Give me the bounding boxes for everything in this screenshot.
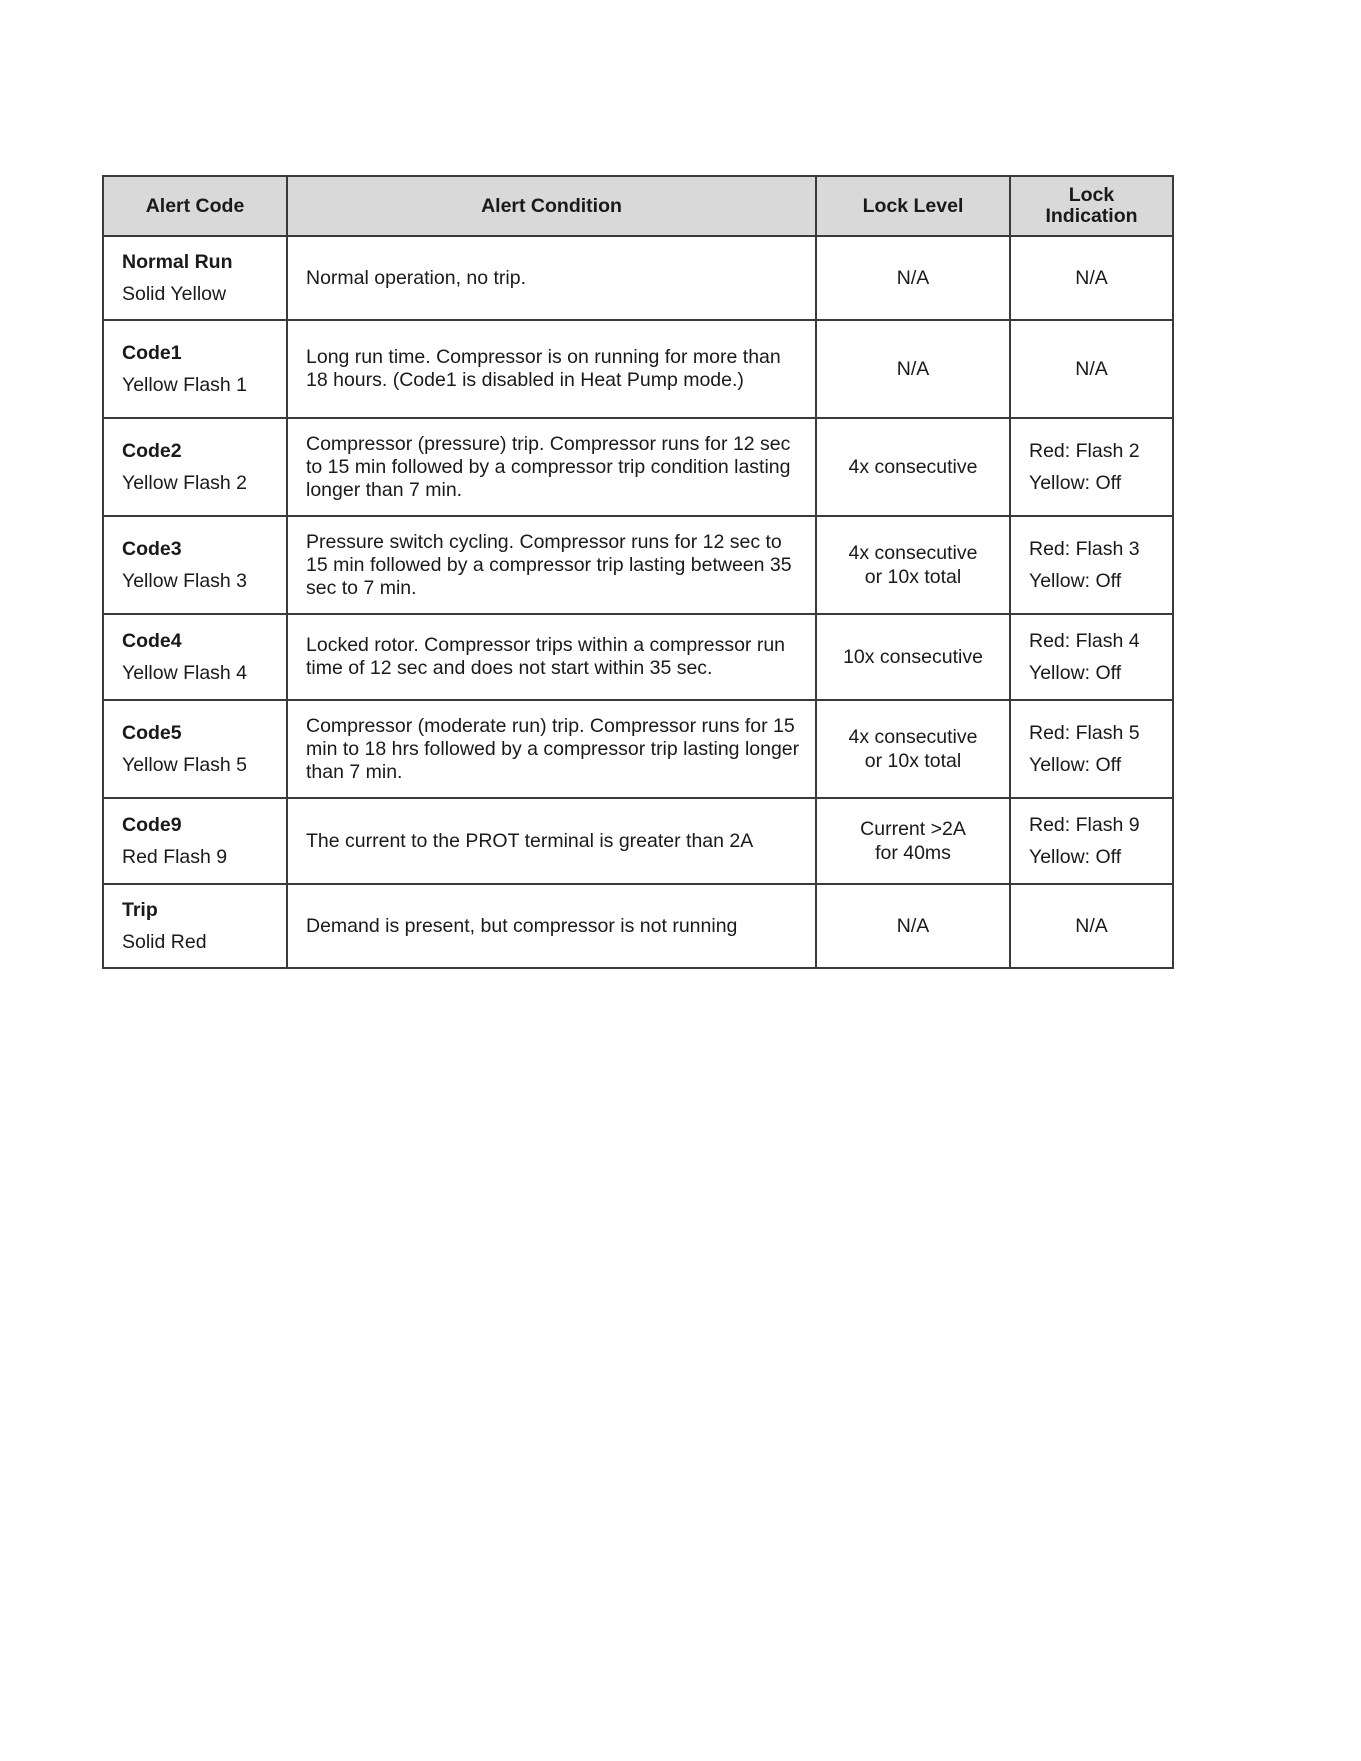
alert-code-cell xyxy=(103,798,287,884)
alert-code-indicator: Solid Yellow xyxy=(122,283,227,305)
table-row xyxy=(103,516,1173,614)
header-lock-level: Lock Level xyxy=(816,176,1010,236)
lock-level-cell xyxy=(816,516,1010,614)
table-row xyxy=(103,614,1173,700)
table-header xyxy=(103,176,1173,236)
alert-code-cell xyxy=(103,884,287,968)
lock-level-line: for 40ms xyxy=(875,842,951,864)
lock-level-cell xyxy=(816,884,1010,968)
alert-code-cell xyxy=(103,614,287,700)
alert-code-cell xyxy=(103,516,287,614)
table-row xyxy=(103,700,1173,798)
alert-code-name: Code2 xyxy=(122,440,182,462)
lock-level-line: 4x consecutive xyxy=(848,726,978,748)
lock-level-line: 10x consecutive xyxy=(843,646,983,668)
alert-condition-cell: Locked rotor. Compressor trips within a compressor run time of 12 sec and does not start within 35 sec. xyxy=(287,614,816,700)
alert-condition-cell: Pressure switch cycling. Compressor runs for 12 sec to 15 min followed by a compressor trip lasting between 35 sec to 7 min. xyxy=(287,516,816,614)
alert-code-indicator: Yellow Flash 5 xyxy=(122,754,248,776)
alert-code-table-container xyxy=(102,175,1174,969)
lock-indication-cell xyxy=(1010,614,1173,700)
alert-code-indicator: Yellow Flash 4 xyxy=(122,662,248,684)
lock-level-line: N/A xyxy=(896,915,930,937)
alert-condition-cell: Compressor (pressure) trip. Compressor runs for 12 sec to 15 min followed by a compressor trip condition lasting longer than 7 min. xyxy=(287,418,816,516)
lock-indication-cell xyxy=(1010,700,1173,798)
header-row xyxy=(103,176,1173,236)
lock-level-cell xyxy=(816,614,1010,700)
lock-indication-cell xyxy=(1010,320,1173,418)
alert-code-cell xyxy=(103,700,287,798)
alert-code-table xyxy=(102,175,1174,969)
lock-level-line: 4x consecutive xyxy=(848,542,978,564)
lock-indication-cell xyxy=(1010,236,1173,320)
table-row xyxy=(103,798,1173,884)
lock-indication-cell xyxy=(1010,516,1173,614)
alert-condition-cell: Long run time. Compressor is on running for more than 18 hours. (Code1 is disabled in Heat Pump mode.) xyxy=(287,320,816,418)
lock-level-line: N/A xyxy=(896,267,930,289)
lock-indication-line: Red: Flash 9 xyxy=(1029,814,1140,836)
alert-code-name: Code9 xyxy=(122,814,182,836)
lock-indication-line: Yellow: Off xyxy=(1029,570,1122,592)
lock-indication-cell xyxy=(1010,418,1173,516)
lock-indication-line: Yellow: Off xyxy=(1029,662,1122,684)
alert-code-indicator: Yellow Flash 1 xyxy=(122,374,248,396)
header-alert-code: Alert Code xyxy=(103,176,287,236)
table-row xyxy=(103,236,1173,320)
lock-indication-line: Red: Flash 4 xyxy=(1029,630,1140,652)
lock-indication-line: N/A xyxy=(1075,358,1108,380)
alert-code-name: Code5 xyxy=(122,722,182,744)
table-row xyxy=(103,320,1173,418)
table-row xyxy=(103,884,1173,968)
lock-indication-line: N/A xyxy=(1075,267,1108,289)
lock-level-cell xyxy=(816,320,1010,418)
alert-code-indicator: Yellow Flash 3 xyxy=(122,570,248,592)
lock-level-cell xyxy=(816,700,1010,798)
lock-indication-line: Red: Flash 2 xyxy=(1029,440,1140,462)
table-row xyxy=(103,418,1173,516)
lock-level-line: Current >2A xyxy=(860,818,966,840)
alert-code-cell xyxy=(103,418,287,516)
alert-code-cell xyxy=(103,320,287,418)
alert-condition-cell: Normal operation, no trip. xyxy=(287,236,816,320)
header-lock-indication-line1: Lock xyxy=(1068,184,1115,206)
alert-code-name: Normal Run xyxy=(122,251,233,273)
alert-code-name: Code1 xyxy=(122,342,182,364)
lock-indication-cell xyxy=(1010,884,1173,968)
alert-code-name: Trip xyxy=(122,899,158,921)
table-body xyxy=(103,236,1173,968)
lock-indication-line: N/A xyxy=(1075,915,1108,937)
lock-level-line: N/A xyxy=(896,358,930,380)
header-alert-condition: Alert Condition xyxy=(287,176,816,236)
alert-code-indicator: Yellow Flash 2 xyxy=(122,472,248,494)
lock-indication-line: Red: Flash 3 xyxy=(1029,538,1140,560)
alert-code-name: Code4 xyxy=(122,630,182,652)
alert-code-indicator: Solid Red xyxy=(122,931,207,953)
alert-condition-cell: The current to the PROT terminal is greater than 2A xyxy=(287,798,816,884)
lock-level-line: or 10x total xyxy=(864,750,962,772)
alert-condition-cell: Demand is present, but compressor is not running xyxy=(287,884,816,968)
lock-level-cell xyxy=(816,236,1010,320)
alert-code-name: Code3 xyxy=(122,538,182,560)
lock-indication-line: Yellow: Off xyxy=(1029,754,1122,776)
header-lock-indication-line2: Indication xyxy=(1045,205,1138,227)
lock-level-line: or 10x total xyxy=(864,566,962,588)
lock-level-line: 4x consecutive xyxy=(848,456,978,478)
lock-level-cell xyxy=(816,418,1010,516)
alert-code-indicator: Red Flash 9 xyxy=(122,846,228,868)
lock-indication-line: Yellow: Off xyxy=(1029,846,1122,868)
header-lock-indication xyxy=(1010,176,1173,236)
alert-code-cell xyxy=(103,236,287,320)
lock-level-cell xyxy=(816,798,1010,884)
lock-indication-line: Red: Flash 5 xyxy=(1029,722,1140,744)
lock-indication-cell xyxy=(1010,798,1173,884)
lock-indication-line: Yellow: Off xyxy=(1029,472,1122,494)
alert-condition-cell: Compressor (moderate run) trip. Compressor runs for 15 min to 18 hrs followed by a compressor trip lasting longer than 7 min. xyxy=(287,700,816,798)
